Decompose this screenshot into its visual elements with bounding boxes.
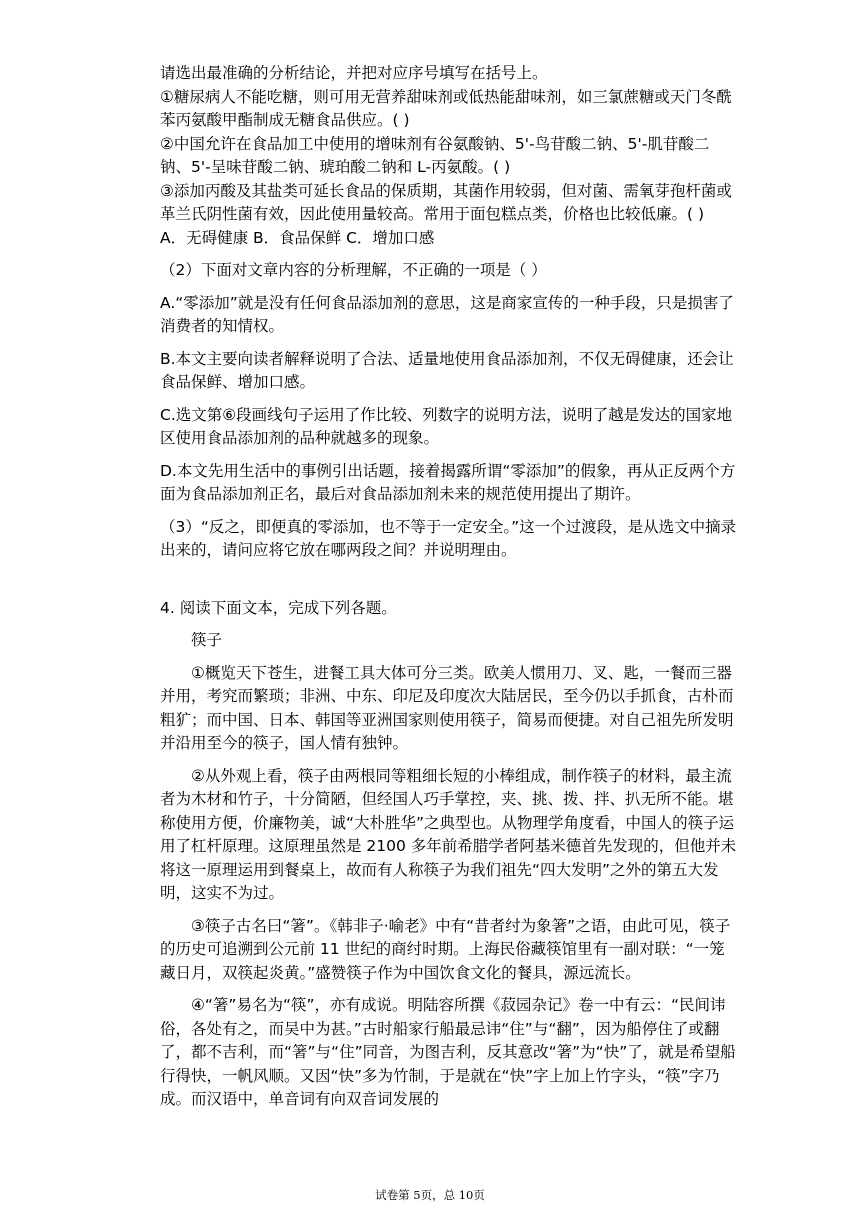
analysis-instruction: 请选出最准确的分析结论，并把对应序号填写在括号上。: [160, 64, 548, 82]
passage-paragraph-3: ③筷子古名曰“箸”。《韩非子·喻老》中有“昔者纣为象箸”之语，由此可见，筷子的历史可追溯到公元前 11 世纪的商纣时期。上海民俗藏筷馆里有一副对联：“一笼藏日月，双筷起炎黄。”盛赞筷子作为中国饮食文化的餐具，源远流长。: [160, 916, 731, 982]
passage-paragraph-2: ②从外观上看，筷子由两根同等粗细长短的小棒组成，制作筷子的材料，最主流者为木材和竹子，十分简陋，但经国人巧手掌控，夹、挑、拨、拌、扒无所不能。堪称使用方便，价廉物美，诚“大朴胜华”之典型也。从物理学角度看，中国人的筷子运用了杠杆原理。这原理虽然是 2100 多年前希腊学者阿基米德首先发现的，但他并未将这一原理运用到餐桌上，故而有人称筷子为我们祖先“四大发明”之外的第五大发明，这实不为过。: [160, 766, 737, 902]
passage-paragraph-4: ④“箸”易名为“筷”，亦有成说。明陆容所撰《菽园杂记》卷一中有云：“民间讳俗，各处有之，而吴中为甚。”古时船家行船最忌讳“住”与“翻”，因为船停住了或翻了，都不吉利，而“箸”与“住”同音，为图吉利，反其意改“箸”为“快”了，就是希望船行得快，一帆风顺。又因“快”多为竹制，于是就在“快”字上加上竹字头，“筷”字乃成。而汉语中，单音词有向双音词发展的: [160, 996, 736, 1108]
option-a: A.“零添加”就是没有任何食品添加剂的意思，这是商家宣传的一种手段，只是损害了消费者的知情权。: [160, 293, 734, 335]
option-c: C.选文第⑥段画线句子运用了作比较、列数字的说明方法，说明了越是发达的国家地区使用食品添加剂的品种就越多的现象。: [160, 405, 733, 447]
option-d: D.本文先用生活中的事例引出话题，接着揭露所谓“零添加”的假象，再从正反两个方面为食品添加剂正名，最后对食品添加剂未来的规范使用提出了期许。: [160, 461, 736, 503]
exam-page-content: [160, 62, 740, 1112]
page-footer: 试卷第 5页，总 10页: [375, 1188, 485, 1202]
answer-options: A．无碍健康 B．食品保鲜 C．增加口感: [160, 228, 435, 247]
statement-2: ②中国允许在食品加工中使用的增味剂有谷氨酸钠、5'-鸟苷酸二钠、5'-肌苷酸二钠、5'-呈味苷酸二钠、琥珀酸二钠和 L-丙氨酸。( ): [160, 134, 710, 176]
passage-title: 筷子: [191, 631, 223, 649]
question-4-heading: 4. 阅读下面文本，完成下列各题。: [160, 598, 397, 617]
passage-paragraph-1: ①概览天下苍生，进餐工具大体可分三类。欧美人惯用刀、叉、匙，一餐而三器并用，考究而繁琐；非洲、中东、印尼及印度次大陆居民，至今仍以手抓食，古朴而粗犷；而中国、日本、韩国等亚洲国家则使用筷子，简易而便捷。对自己祖先所发明并沿用至今的筷子，国人情有独钟。: [160, 663, 734, 752]
sub-question-2: （2）下面对文章内容的分析理解，不正确的一项是（ ）: [160, 261, 547, 279]
statement-1: ①糖尿病人不能吃糖，则可用无营养甜味剂或低热能甜味剂，如三氯蔗糖或天门冬酰苯丙氨酸甲酯制成无糖食品供应。( ): [160, 87, 732, 129]
statement-3: ③添加丙酸及其盐类可延长食品的保质期，其菌作用较弱，但对菌、需氧芽孢杆菌或革兰氏阴性菌有效，因此使用量较高。常用于面包糕点类，价格也比较低廉。( ): [160, 181, 732, 223]
sub-question-3: （3）“反之，即便真的零添加，也不等于一定安全。”这一个过渡段，是从选文中摘录出来的，请问应将它放在哪两段之间？并说明理由。: [160, 517, 737, 559]
option-b: B.本文主要向读者解释说明了合法、适量地使用食品添加剂，不仅无碍健康，还会让食品保鲜、增加口感。: [160, 349, 734, 391]
